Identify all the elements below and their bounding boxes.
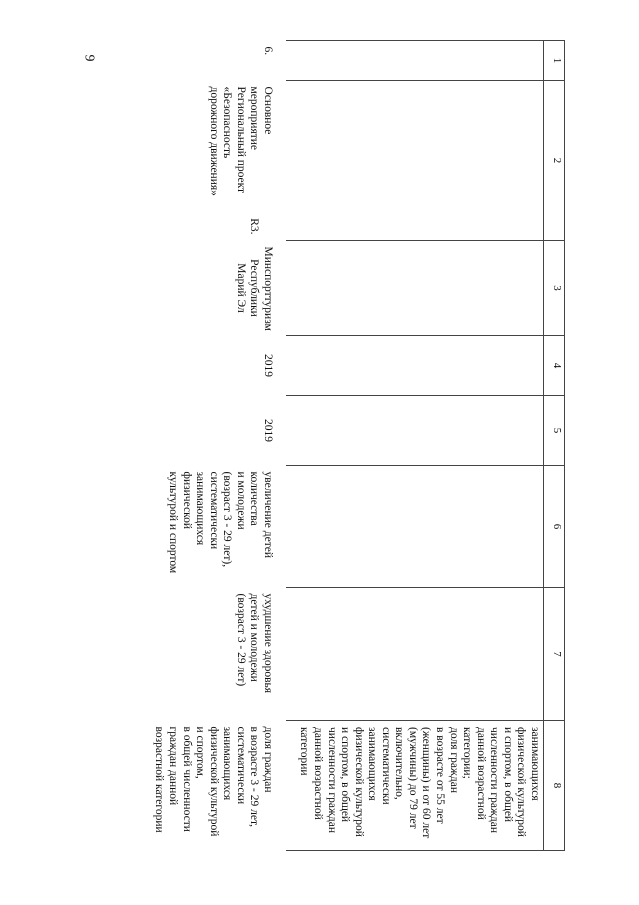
row-number: 6. [262, 46, 274, 56]
measure-name-line: дорожного движения» [207, 86, 220, 196]
indicator-line: систематически [379, 727, 392, 805]
page-number: 9 [81, 54, 97, 62]
measures-table [152, 40, 565, 851]
measure-name-line: «Безопасность [221, 86, 234, 159]
rotated-table-container [115, 40, 565, 850]
indicator-line: и спортом, в общей [501, 727, 514, 823]
responsible-line: Марий Эл [234, 263, 247, 313]
indicator-line: занимающихся [529, 727, 541, 801]
result-line: и молодежи [234, 471, 247, 530]
indicator-line: систематически [234, 726, 247, 805]
responsible-cell [152, 241, 274, 336]
indicator-line: и спортом, [194, 726, 207, 779]
indicator-line: доля граждан [447, 727, 460, 793]
indicator-line: в общей численности [180, 726, 193, 832]
result-line: систематически [207, 471, 220, 550]
consequence-cell [152, 588, 274, 721]
indicator-line: занимающихся [221, 726, 234, 801]
col-header-1: 1 [544, 41, 565, 81]
col-header-7: 7 [544, 588, 565, 721]
indicator-line: доля граждан [262, 726, 274, 793]
result-line: культурой и спортом [167, 471, 180, 574]
indicator-line: физической культурой [207, 726, 220, 837]
indicator-line: и спортом, в общей [339, 727, 352, 823]
measure-name-cell [152, 81, 274, 241]
consequence-line: ухудшение здоровья [262, 593, 274, 694]
responsible-line: Минспорттуризм [262, 246, 274, 331]
indicator-line: численности граждан [488, 727, 501, 834]
measure-name-line: Региональный проект [234, 86, 247, 194]
measure-name-line: мероприятие [248, 86, 261, 151]
col-header-6: 6 [544, 466, 565, 588]
indicator-line: категории [298, 727, 311, 776]
col-header-8: 8 [544, 721, 565, 851]
continuation-row [286, 41, 544, 851]
indicator-line: (мужчины) до 79 лет [406, 727, 419, 829]
continuation-indicator-cell [286, 721, 544, 851]
col-header-5: 5 [544, 396, 565, 466]
indicator-line: численности граждан [325, 727, 338, 834]
measure-name-line: Основное [262, 86, 274, 135]
result-line: (возраст 3 - 29 лет), [221, 471, 234, 568]
indicator-cell [152, 721, 274, 851]
header-row [544, 41, 565, 851]
col-header-4: 4 [544, 336, 565, 396]
table-row-6 [152, 41, 274, 851]
col-header-2: 2 [544, 81, 565, 241]
col-header-3: 3 [544, 241, 565, 336]
indicator-line: в возрасте от 55 лет [434, 727, 447, 824]
indicator-line: (женщины) и от 60 лет [420, 727, 433, 839]
start-year: 2019 [262, 354, 274, 377]
responsible-line: Республики [248, 259, 261, 317]
indicator-line: граждан данной [167, 726, 180, 806]
end-year: 2019 [262, 419, 274, 442]
indicator-line: данной возрастной [312, 727, 324, 820]
indicator-line: физической культурой [352, 727, 365, 837]
consequence-line: детей и молодежи [248, 593, 261, 682]
indicator-line: физической культурой [515, 727, 528, 837]
indicator-line: включительно, [393, 727, 406, 800]
consequence-line: (возраст 3 - 29 лет) [234, 593, 247, 687]
expected-result-cell [152, 466, 274, 588]
indicator-line: категории; [461, 727, 474, 779]
result-line: количества [248, 471, 261, 526]
indicator-line: занимающихся [366, 727, 379, 801]
indicator-line: возрастной категории [153, 726, 166, 833]
measure-name-suffix: R3. [248, 218, 261, 235]
indicator-line: в возрасте 3 - 29 лет, [248, 726, 261, 827]
indicator-line: данной возрастной [474, 727, 487, 820]
result-line: увеличение детей [262, 471, 274, 559]
result-line: физической [180, 471, 193, 529]
result-line: занимающихся [194, 471, 207, 546]
